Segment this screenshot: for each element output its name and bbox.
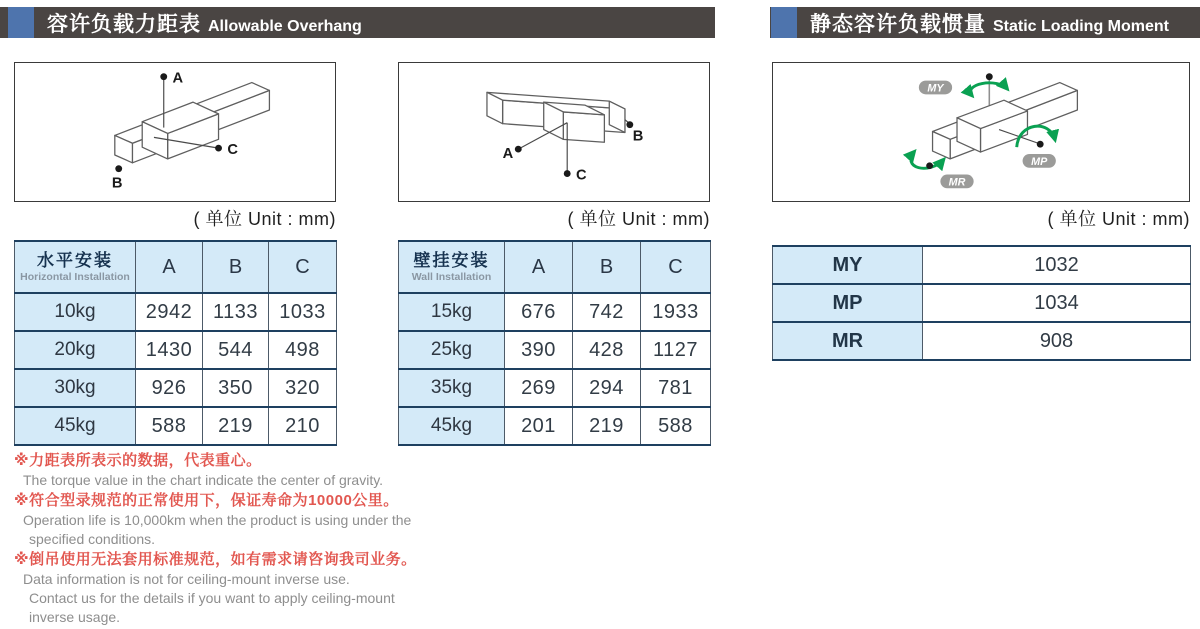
load-cell: 15kg [399, 293, 505, 331]
point-b-dot [115, 165, 122, 172]
diagram-wall-installation [398, 62, 710, 202]
load-cell: 20kg [15, 331, 136, 369]
table-row [15, 407, 337, 445]
load-cell: 10kg [15, 293, 136, 331]
note-en: specified conditions. [29, 531, 156, 547]
col-header-a: A [136, 241, 203, 293]
note-en: inverse usage. [29, 609, 121, 625]
load-cell: 45kg [399, 407, 505, 445]
moment-value-cell: 908 [923, 322, 1191, 360]
value-cell: 498 [269, 331, 337, 369]
note-cjk: ※符合型录规范的正常使用下，保证寿命为10000公里。 [14, 492, 399, 509]
value-cell: 1430 [136, 331, 203, 369]
diagram-horizontal-installation [14, 62, 336, 202]
header-accent-square [771, 7, 797, 38]
section-title-cjk: 容许负载力距表 [47, 12, 201, 36]
point-c-dot [215, 145, 222, 152]
point-b-dot [626, 121, 633, 128]
horizontal-rail-drawing [15, 63, 334, 200]
section-title-en: Allowable Overhang [208, 17, 362, 35]
value-cell: 294 [573, 369, 641, 407]
value-cell: 350 [203, 369, 269, 407]
load-cell: 25kg [399, 331, 505, 369]
value-cell: 201 [505, 407, 573, 445]
mr-badge [940, 175, 973, 189]
mr-axis-dot [926, 162, 933, 169]
col-header-b: B [203, 241, 269, 293]
moment-rail-drawing [773, 63, 1188, 200]
point-a-dot [515, 146, 522, 153]
section-header-allowable-overhang [0, 7, 715, 38]
my-badge-label: MY [927, 82, 944, 95]
table-row [15, 331, 337, 369]
table-header-row [399, 241, 711, 293]
unit-label: ( 单位 Unit : mm) [567, 209, 710, 229]
load-cell: 45kg [15, 407, 136, 445]
value-cell: 320 [269, 369, 337, 407]
table-title-cell [15, 241, 136, 293]
table-row [773, 246, 1191, 284]
header-accent-square [8, 7, 34, 38]
point-a-dot [160, 73, 167, 80]
note-en: Contact us for the details if you want to apply ceiling-mount [29, 590, 395, 606]
table-title-cjk: 水平安装 [37, 251, 113, 270]
static-loading-moment-table [772, 245, 1191, 361]
wall-installation-table [398, 240, 711, 446]
moment-label-cell: MY [773, 246, 923, 284]
point-a-label: A [172, 70, 184, 87]
diagram-static-loading-moment [772, 62, 1190, 202]
col-header-c: C [641, 241, 711, 293]
col-header-c: C [269, 241, 337, 293]
point-b-label: B [632, 128, 644, 145]
value-cell: 390 [505, 331, 573, 369]
value-cell: 428 [573, 331, 641, 369]
table-row [773, 284, 1191, 322]
mr-badge-label: MR [948, 176, 966, 189]
col-header-a: A [505, 241, 573, 293]
section-title [770, 8, 1169, 38]
note-en: The torque value in the chart indicate the center of gravity. [23, 472, 384, 488]
moment-label-cell: MR [773, 322, 923, 360]
footnotes [14, 450, 494, 627]
point-c-dot [564, 170, 571, 177]
table-row [399, 293, 711, 331]
value-cell: 742 [573, 293, 641, 331]
load-cell: 30kg [15, 369, 136, 407]
section-title-en: Static Loading Moment [993, 17, 1169, 35]
value-cell: 781 [641, 369, 711, 407]
unit-label: ( 单位 Unit : mm) [193, 209, 336, 229]
point-c-label: C [576, 167, 587, 184]
table-title-en: Horizontal Installation [20, 271, 130, 283]
moment-label-cell: MP [773, 284, 923, 322]
table-row [399, 407, 711, 445]
value-cell: 676 [505, 293, 573, 331]
value-cell: 544 [203, 331, 269, 369]
value-cell: 1133 [203, 293, 269, 331]
table-title-cell [399, 241, 505, 293]
section-header-static-loading-moment [770, 7, 1200, 38]
value-cell: 2942 [136, 293, 203, 331]
note-en: Data information is not for ceiling-mount inverse use. [23, 571, 350, 587]
point-b-label: B [111, 175, 123, 192]
value-cell: 1127 [641, 331, 711, 369]
section-title [0, 8, 362, 38]
table-row [399, 331, 711, 369]
col-header-b: B [573, 241, 641, 293]
horizontal-installation-table [14, 240, 337, 446]
value-cell: 219 [573, 407, 641, 445]
section-title-cjk: 静态容许负载惯量 [810, 12, 986, 36]
value-cell: 926 [136, 369, 203, 407]
load-cell: 35kg [399, 369, 505, 407]
table-title-cjk: 壁挂安装 [413, 251, 490, 270]
value-cell: 219 [203, 407, 269, 445]
mp-axis-dot [1037, 141, 1044, 148]
note-cjk: ※力距表所表示的数据，代表重心。 [14, 452, 262, 469]
note-en: Operation life is 10,000km when the product is using under the [23, 512, 412, 528]
point-c-label: C [227, 142, 238, 159]
point-a-label: A [502, 145, 514, 162]
table-title-en: Wall Installation [411, 271, 492, 283]
table-row [773, 322, 1191, 360]
value-cell: 1933 [641, 293, 711, 331]
note-cjk: ※倒吊使用无法套用标准规范，如有需求请咨询我司业务。 [14, 551, 417, 568]
unit-label: ( 单位 Unit : mm) [1047, 209, 1190, 229]
moment-value-cell: 1032 [923, 246, 1191, 284]
table-row [399, 369, 711, 407]
wall-rail-drawing [399, 63, 708, 200]
table-row [15, 293, 337, 331]
value-cell: 588 [641, 407, 711, 445]
my-axis-dot [986, 73, 993, 80]
table-header-row [15, 241, 337, 293]
value-cell: 588 [136, 407, 203, 445]
table-row [15, 369, 337, 407]
mp-badge-label: MP [1031, 155, 1048, 168]
value-cell: 269 [505, 369, 573, 407]
moment-value-cell: 1034 [923, 284, 1191, 322]
value-cell: 210 [269, 407, 337, 445]
my-badge [919, 81, 952, 95]
mp-badge [1023, 154, 1056, 168]
value-cell: 1033 [269, 293, 337, 331]
